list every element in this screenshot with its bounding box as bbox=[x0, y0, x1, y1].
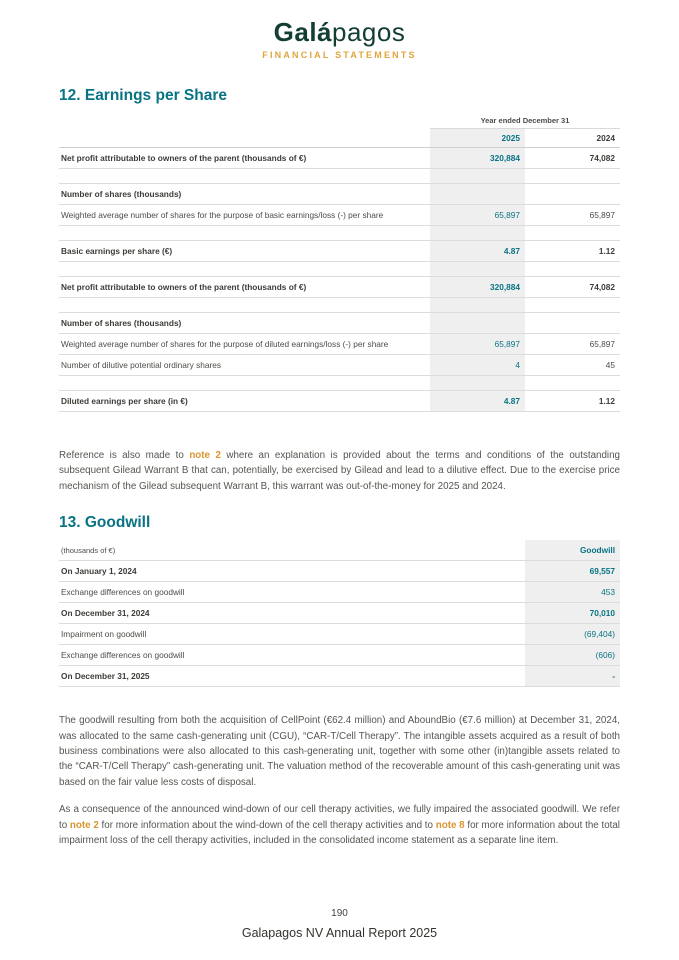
goodwill-table-row bbox=[59, 624, 620, 645]
spacer-cell bbox=[59, 226, 430, 241]
goodwill-value: 69,557 bbox=[525, 561, 620, 582]
year-ended-header: Year ended December 31 bbox=[430, 114, 620, 129]
spacer-cell bbox=[59, 298, 430, 313]
eps-table-row bbox=[59, 148, 620, 169]
spacer-cell bbox=[525, 376, 620, 391]
goodwill-table-row bbox=[59, 603, 620, 624]
section-13-heading: 13. Goodwill bbox=[59, 514, 151, 532]
value-2024: 74,082 bbox=[525, 148, 620, 169]
value-2025: 4.87 bbox=[430, 241, 525, 262]
row-label: Diluted earnings per share (in €) bbox=[59, 391, 430, 412]
financial-statements-subtitle: FINANCIAL STATEMENTS bbox=[262, 50, 417, 60]
value-2024: 1.12 bbox=[525, 391, 620, 412]
row-label: Weighted average number of shares for the purpose of diluted earnings/loss (-) per share bbox=[59, 334, 430, 355]
goodwill-value: 453 bbox=[525, 582, 620, 603]
eps-spacer-row bbox=[59, 226, 620, 241]
units-header: (thousands of €) bbox=[59, 540, 525, 561]
logo-text-light: pagos bbox=[332, 17, 406, 47]
goodwill-table bbox=[59, 540, 620, 687]
value-2024: 45 bbox=[525, 355, 620, 376]
eps-spacer-row bbox=[59, 262, 620, 277]
value-2025: 320,884 bbox=[430, 277, 525, 298]
eps-year-header-row bbox=[59, 114, 620, 129]
eps-spacer-row bbox=[59, 298, 620, 313]
value-2025: 4.87 bbox=[430, 391, 525, 412]
spacer-cell bbox=[430, 169, 525, 184]
paragraph-text: for more information about the total impairment loss of the cell therapy activities, included in the consolidated income statement as a separate line item. bbox=[59, 819, 620, 847]
eps-column-header-row bbox=[59, 129, 620, 148]
value-2025: 65,897 bbox=[430, 205, 525, 226]
goodwill-table-row bbox=[59, 561, 620, 582]
goodwill-value: (606) bbox=[525, 645, 620, 666]
eps-paragraph bbox=[59, 448, 620, 494]
note-8-link[interactable]: note 8 bbox=[435, 819, 465, 831]
eps-table bbox=[59, 114, 620, 412]
section-12-heading: 12. Earnings per Share bbox=[59, 87, 227, 104]
spacer-cell bbox=[525, 298, 620, 313]
goodwill-table-row bbox=[59, 582, 620, 603]
report-title: Galapagos NV Annual Report 2025 bbox=[241, 926, 438, 940]
row-label: Net profit attributable to owners of the parent (thousands of €) bbox=[59, 148, 430, 169]
spacer-cell bbox=[59, 262, 430, 277]
goodwill-table-body bbox=[59, 561, 620, 687]
row-label: Number of dilutive potential ordinary shares bbox=[59, 355, 430, 376]
empty-cell bbox=[59, 114, 430, 129]
spacer-cell bbox=[59, 376, 430, 391]
eps-table-row bbox=[59, 277, 620, 298]
paragraph-text: where an explanation is provided about the terms and conditions of the outstanding subsequent Gilead Warrant B that can, potentially, be exercised by Gilead and lead to a dilutive effect. Due to the exercise price mechanism of the Gilead subsequent Warrant B, this warrant was out-of-the-money for 2025 and 2024. bbox=[59, 450, 620, 492]
value-2025 bbox=[430, 184, 525, 205]
spacer-cell bbox=[525, 169, 620, 184]
note-2-link[interactable]: note 2 bbox=[69, 819, 99, 831]
row-label: Impairment on goodwill bbox=[59, 624, 525, 645]
page-number: 190 bbox=[331, 908, 348, 919]
goodwill-value: 70,010 bbox=[525, 603, 620, 624]
eps-table-row bbox=[59, 355, 620, 376]
page-content bbox=[59, 87, 620, 848]
row-label: Weighted average number of shares for the purpose of basic earnings/loss (-) per share bbox=[59, 205, 430, 226]
spacer-cell bbox=[59, 169, 430, 184]
value-2025: 65,897 bbox=[430, 334, 525, 355]
goodwill-value: - bbox=[525, 666, 620, 687]
note-2-link[interactable]: note 2 bbox=[189, 450, 221, 461]
logo-text-bold: Galá bbox=[273, 17, 333, 47]
eps-table-body bbox=[59, 148, 620, 412]
eps-table-row bbox=[59, 241, 620, 262]
eps-table-row bbox=[59, 205, 620, 226]
value-2024 bbox=[525, 184, 620, 205]
goodwill-table-row bbox=[59, 645, 620, 666]
spacer-cell bbox=[430, 226, 525, 241]
goodwill-column-header: Goodwill bbox=[525, 540, 620, 561]
eps-table-row bbox=[59, 184, 620, 205]
value-2024: 74,082 bbox=[525, 277, 620, 298]
value-2025: 320,884 bbox=[430, 148, 525, 169]
eps-spacer-row bbox=[59, 169, 620, 184]
spacer-cell bbox=[430, 376, 525, 391]
row-label: Number of shares (thousands) bbox=[59, 313, 430, 334]
page-header bbox=[0, 0, 679, 60]
row-label: Number of shares (thousands) bbox=[59, 184, 430, 205]
goodwill-header-row bbox=[59, 540, 620, 561]
spacer-cell bbox=[525, 226, 620, 241]
goodwill-paragraph-2 bbox=[59, 802, 620, 848]
paragraph-text: As a consequence of the announced wind-down of our cell therapy activities, we fully impaired the associated goodwill. We refer to bbox=[59, 804, 620, 831]
value-2024: 1.12 bbox=[525, 241, 620, 262]
eps-table-row bbox=[59, 391, 620, 412]
column-header-2024: 2024 bbox=[525, 129, 620, 148]
eps-table-row bbox=[59, 313, 620, 334]
row-label: On December 31, 2024 bbox=[59, 603, 525, 624]
paragraph-text: for more information about the wind-down of the cell therapy activities and to bbox=[98, 819, 436, 831]
eps-spacer-row bbox=[59, 376, 620, 391]
spacer-cell bbox=[525, 262, 620, 277]
row-label: On January 1, 2024 bbox=[59, 561, 525, 582]
value-2025 bbox=[430, 313, 525, 334]
empty-cell bbox=[59, 129, 430, 148]
row-label: Basic earnings per share (€) bbox=[59, 241, 430, 262]
value-2024 bbox=[525, 313, 620, 334]
value-2025: 4 bbox=[430, 355, 525, 376]
spacer-cell bbox=[430, 298, 525, 313]
value-2024: 65,897 bbox=[525, 205, 620, 226]
column-header-2025: 2025 bbox=[430, 129, 525, 148]
eps-table-row bbox=[59, 334, 620, 355]
row-label: Exchange differences on goodwill bbox=[59, 582, 525, 603]
paragraph-text: Reference is also made to bbox=[59, 450, 190, 461]
row-label: Exchange differences on goodwill bbox=[59, 645, 525, 666]
row-label: On December 31, 2025 bbox=[59, 666, 525, 687]
page-footer bbox=[0, 908, 679, 940]
value-2024: 65,897 bbox=[525, 334, 620, 355]
goodwill-value: (69,404) bbox=[525, 624, 620, 645]
row-label: Net profit attributable to owners of the parent (thousands of €) bbox=[59, 277, 430, 298]
goodwill-paragraph-1 bbox=[59, 713, 620, 790]
paragraph-text: The goodwill resulting from both the acquisition of CellPoint (€62.4 million) and AboundBio (€7.6 million) at December 31, 2024, was allocated to the same cash-generating unit (CGU), “CAR-T/Cell Therapy”. The intangible assets acquired as a result of both business combinations were also allocated to this cash-generating unit, together with some other (in)tangible assets related to the “CAR-T/Cell Therapy” cash-generating unit. The valuation method of the recoverable amount of this cash-generating unit was based on the fair value less costs of disposal. bbox=[59, 715, 620, 788]
spacer-cell bbox=[430, 262, 525, 277]
goodwill-table-row bbox=[59, 666, 620, 687]
galapagos-logo bbox=[0, 17, 679, 47]
